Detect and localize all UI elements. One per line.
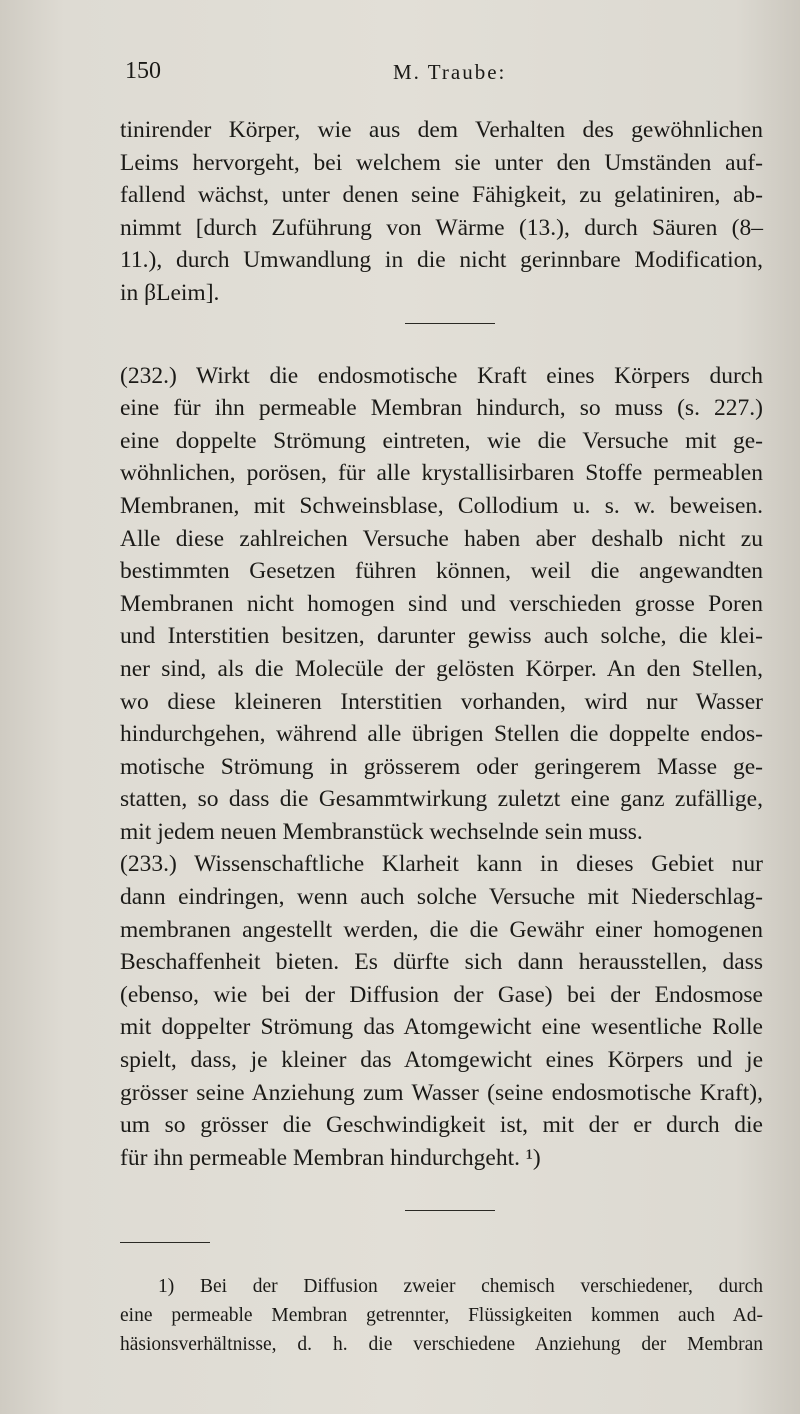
text-line: (232.) Wirkt die endosmotische Kraft eines Körpers durch (120, 362, 763, 389)
running-head: M. Traube: (393, 60, 507, 84)
text-line: nimmt [durch Zuführung von Wärme (13.), durch Säuren (8– (120, 214, 763, 241)
text-line: (ebenso, wie bei der Diffusion der Gase) bei der Endosmose (120, 981, 763, 1008)
text-line: Leims hervorgeht, bei welchem sie unter den Umständen auf- (120, 149, 763, 176)
footnote-line: häsionsverhältnisse, d. h. die verschiedene Anziehung der Membran (120, 1334, 763, 1355)
text-line: statten, so dass die Gesammtwirkung zuletzt eine ganz zufällige, (120, 786, 763, 813)
text-line: in βLeim]. (120, 279, 220, 306)
text-line: spielt, dass, je kleiner das Atomgewicht eines Körpers und je (120, 1047, 763, 1074)
footnote-rule (120, 1242, 210, 1243)
text-line: um so grösser die Geschwindigkeit ist, mit der er durch die (120, 1112, 763, 1139)
body-text (120, 114, 763, 1174)
page-number: 150 (125, 58, 161, 84)
text-line: (233.) Wissenschaftliche Klarheit kann in dieses Gebiet nur (120, 851, 763, 878)
text-line: fallend wächst, unter denen seine Fähigkeit, zu gelatiniren, ab- (120, 182, 763, 209)
text-line: membranen angestellt werden, die die Gewähr einer homogenen (120, 916, 763, 943)
section-gap (120, 310, 763, 360)
text-line: tinirender Körper, wie aus dem Verhalten des gewöhnlichen (120, 117, 763, 143)
page-header (125, 58, 765, 90)
footnote-line: 1) Bei der Diffusion zweier chemisch verschiedener, durch (158, 1276, 763, 1297)
footnote-line: eine permeable Membran getrennter, Flüssigkeiten kommen auch Ad- (120, 1305, 763, 1326)
footnotes (120, 1272, 763, 1359)
text-line: Beschaffenheit bieten. Es dürfte sich dann herausstellen, dass (120, 949, 763, 976)
text-line: eine doppelte Strömung eintreten, wie die Versuche mit ge- (120, 427, 763, 454)
text-line: 11.), durch Umwandlung in die nicht gerinnbare Modification, (120, 247, 763, 274)
text-line: motische Strömung in grösserem oder geringerem Masse ge- (120, 753, 763, 780)
text-line: Membranen, mit Schweinsblase, Collodium u. s. w. beweisen. (120, 492, 763, 519)
text-line: für ihn permeable Membran hindurchgeht. ¹) (120, 1144, 541, 1171)
text-line: Membranen nicht homogen sind und verschieden grosse Poren (120, 590, 763, 617)
text-line: Alle diese zahlreichen Versuche haben aber deshalb nicht zu (120, 525, 763, 552)
text-line: dann eindringen, wenn auch solche Versuche mit Niederschlag- (120, 884, 763, 911)
text-line: bestimmten Gesetzen führen können, weil die angewandten (120, 558, 763, 585)
text-line: ner sind, als die Molecüle der gelösten Körper. An den Stellen, (120, 655, 763, 682)
text-line: eine für ihn permeable Membran hindurch, so muss (s. 227.) (120, 395, 763, 422)
text-line: grösser seine Anziehung zum Wasser (seine endosmotische Kraft), (120, 1079, 763, 1106)
text-line: wöhnlichen, porösen, für alle krystallisirbaren Stoffe permeablen (120, 460, 763, 487)
text-line: hindurchgehen, während alle übrigen Stellen die doppelte endos- (120, 721, 763, 748)
text-line: wo diese kleineren Interstitien vorhanden, wird nur Wasser (120, 688, 763, 715)
section-divider (405, 1210, 495, 1211)
section-divider (405, 323, 495, 324)
text-line: mit doppelter Strömung das Atomgewicht eine wesentliche Rolle (120, 1014, 763, 1041)
text-line: mit jedem neuen Membranstück wechselnde sein muss. (120, 818, 643, 845)
text-line: und Interstitien besitzen, darunter gewiss auch solche, die klei- (120, 623, 763, 650)
